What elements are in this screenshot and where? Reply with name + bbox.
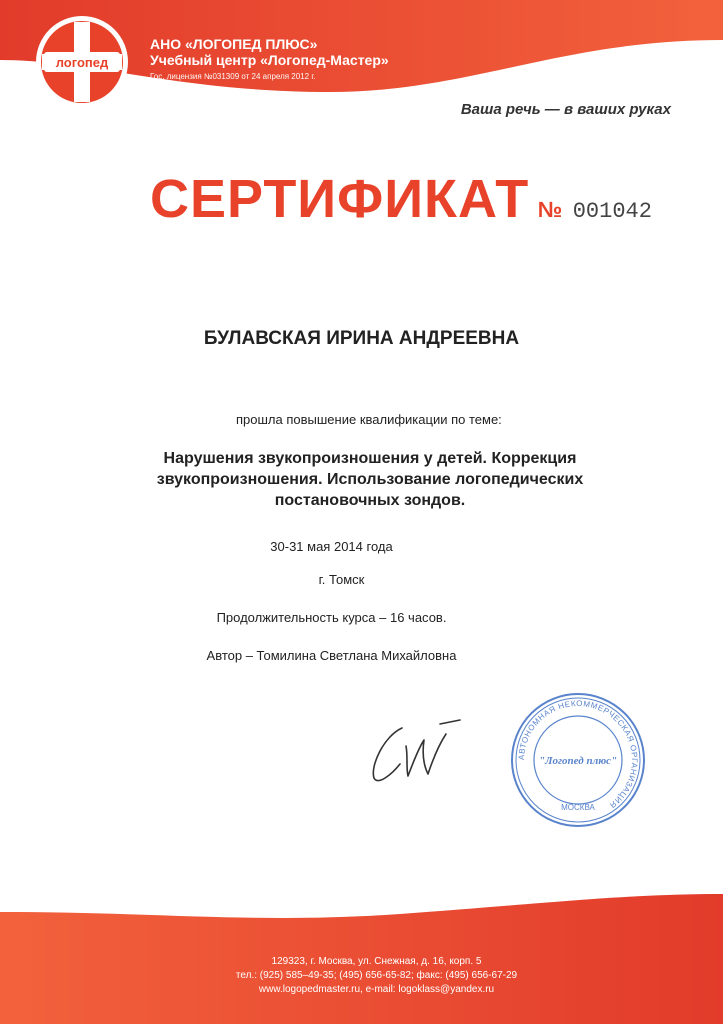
certificate-number: 001042 [572,199,652,224]
license-info: Гос. лицензия №031309 от 24 апреля 2012 г. [150,72,316,81]
course-author: Автор – Томилина Светлана Михайловна [206,648,457,663]
svg-text:"Логопед плюс": "Логопед плюс" [538,755,618,767]
footer-web: www.logopedmaster.ru, e-mail: logoklass@yandex.ru [258,984,495,995]
training-center-name: Учебный центр «Логопед-Мастер» [150,52,389,68]
svg-text:АВТОНОМНАЯ НЕКОММЕРЧЕСКАЯ ОРГА: АВТОНОМНАЯ НЕКОММЕРЧЕСКАЯ ОРГАНИЗАЦИЯ [516,698,640,810]
number-sign: № [537,197,563,222]
recipient-name: БУЛАВСКАЯ ИРИНА АНДРЕЕВНА [203,328,520,349]
slogan: Ваша речь — в ваших руках [460,101,671,118]
signature [362,716,472,786]
certificate-title-row [150,168,652,230]
certificate-title: СЕРТИФИКАТ [150,169,530,229]
course-topic: Нарушения звукопроизношения у детей. Коррекция звукопроизношения. Использование логопедических постановочных зондов. [156,450,584,509]
organization-stamp [508,690,648,830]
logo-icon [34,14,130,110]
org-name: АНО «ЛОГОПЕД ПЛЮС» [150,36,318,52]
qualification-statement: прошла повышение квалификации по теме: [236,412,502,427]
svg-text:логопед: логопед [55,55,109,70]
footer-contacts [0,955,723,997]
svg-text:МОСКВА: МОСКВА [561,803,595,812]
course-city: г. Томск [318,572,365,587]
organization-info [150,36,389,83]
footer-address: 129323, г. Москва, ул. Снежная, д. 16, корп. 5 [271,956,482,967]
footer-phones: тел.: (925) 585–49-35; (495) 656-65-82; факс: (495) 656-67-29 [235,970,518,981]
course-dates: 30-31 мая 2014 года [270,539,393,554]
course-duration: Продолжительность курса – 16 часов. [216,610,447,625]
